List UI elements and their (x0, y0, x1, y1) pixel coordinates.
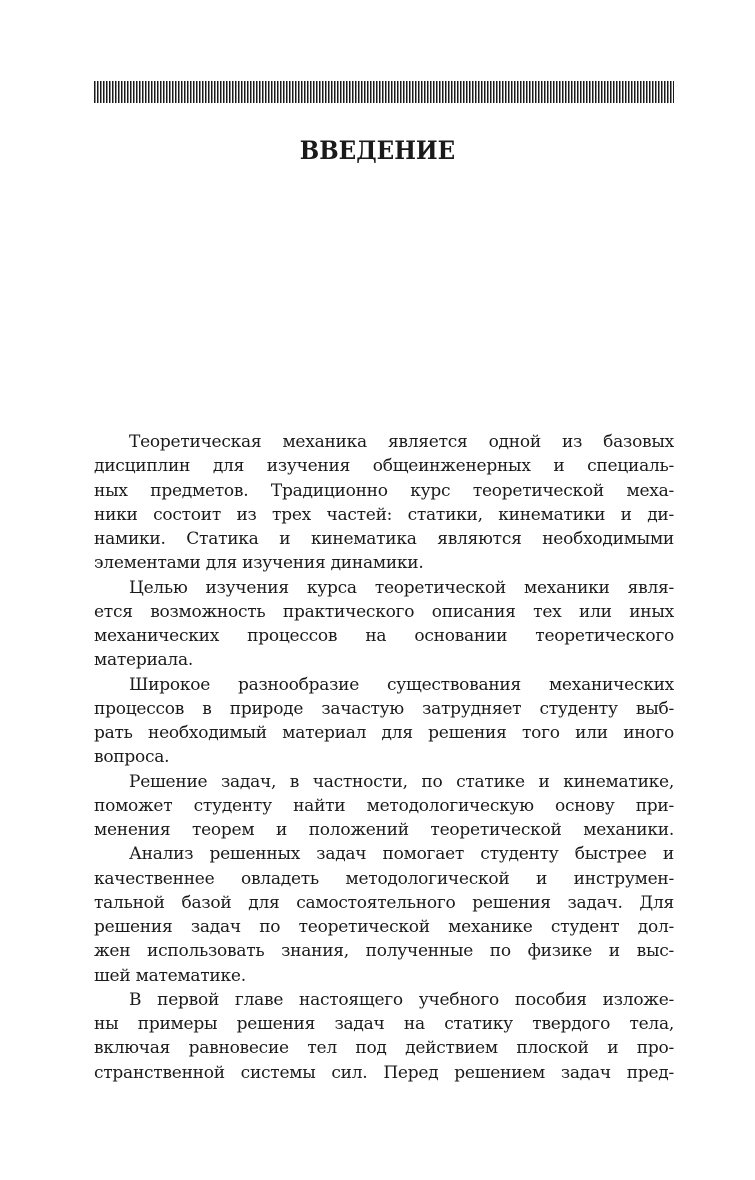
text-line: качественнее овладеть методологической и инструмен- (94, 868, 674, 889)
text-line: ных предметов. Традиционно курс теоретической меха- (94, 480, 674, 501)
text-line: Целью изучения курса теоретической механики явля- (129, 577, 674, 598)
text-line: поможет студенту найти методологическую основу при- (94, 795, 674, 816)
body-text (94, 430, 674, 1085)
text-line: намики. Статика и кинематика являются необходимыми (94, 529, 674, 549)
text-line: рать необходимый материал для решения того или иного (94, 723, 674, 743)
text-line: шей математике. (94, 965, 246, 986)
text-line: Анализ решенных задач помогает студенту быстрее и (129, 844, 674, 865)
text-line: вопроса. (94, 747, 170, 768)
text-line: Теоретическая механика является одной из базовых (129, 432, 674, 452)
text-line: менения теорем и положений теоретической механики. (94, 820, 674, 840)
text-line: элементами для изучения динамики. (94, 553, 424, 574)
text-line: тальной базой для самостоятельного решения задач. Для (94, 892, 674, 913)
text-line: В первой главе настоящего учебного пособия изложе- (129, 989, 674, 1010)
text-line: включая равновесие тел под действием плоской и про- (94, 1038, 674, 1059)
text-line: материала. (94, 650, 194, 671)
text-line: ники состоит из трех частей: статики, кинематики и ди- (94, 504, 674, 525)
text-line: решения задач по теоретической механике студент дол- (94, 917, 674, 937)
text-line: жен использовать знания, полученные по физике и выс- (94, 941, 674, 962)
text-line: ется возможность практического описания тех или иных (94, 601, 674, 622)
text-line: Решение задач, в частности, по статике и кинематике, (129, 771, 674, 792)
text-line: механических процессов на основании теоретического (94, 626, 674, 646)
text-line: процессов в природе зачастую затрудняет студенту выб- (94, 698, 674, 719)
text-line: странственной системы сил. Перед решением задач пред- (94, 1062, 674, 1083)
decorative-header-rule (94, 81, 674, 103)
text-line: дисциплин для изучения общеинженерных и специаль- (94, 456, 674, 477)
chapter-heading: ВВЕДЕНИЕ (299, 136, 456, 165)
text-line: ны примеры решения задач на статику твердого тела, (94, 1014, 674, 1034)
text-line: Широкое разнообразие существования механических (129, 674, 674, 695)
